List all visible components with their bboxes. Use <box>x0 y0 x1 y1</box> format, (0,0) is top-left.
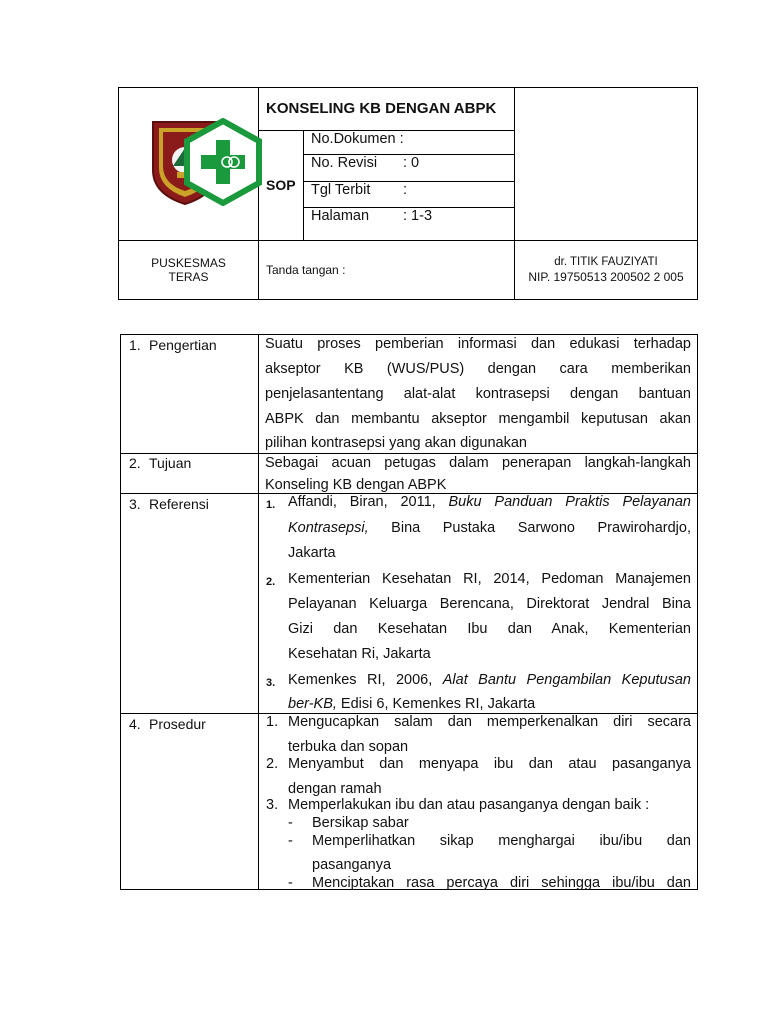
sop-content-table: 1. Pengertian Suatu proses pemberian informasi dan edukasi terhadap akseptor KB (WUS/PUS) dengan cara memberikan penjelasantentang alat-alat kontrasepsi dengan bantuan ABPK dan membantu akseptor mengambil keputusan akan pilihan kontrasepsi yang akan digunakan 2. Tujuan Sebagai acuan petugas dalam penerapan langkah-langkah Konseling KB dengan ABPK 3. Referensi 1. Affandi, Biran, 2011, Buku Panduan Praktis Pelayanan Kontrasepsi, Bina Pustaka Sarwono Prawirohardjo, Jakarta 2. Kementerian Kesehatan RI, 2014, Pedoman Manajemen Pelayanan Keluarga Berencana, Direktorat Jendral Bina Gizi dan Kesehatan Ibu dan Anak, Kementerian Kesehatan Ri, Jakarta 3. Kemenkes RI, 2006, Alat Bantu Pengambilan Keputusan ber-KB, Edisi 6, Kemenkes RI, Jakarta 4. Prosedur 1. Mengucapkan salam dan memperkenalkan diri secara terbuka dan sopan 2. Menyambut dan menyapa ibu dan atau pasanganya dengan ramah 3. Memperlakukan ibu dan atau pasanganya dengan baik : - Bersikap sabar - Memperlihatkan sikap menghargai ibu/ibu dan pasanganya - Menciptakan rasa percaya diri sehingga ibu/ibu dan <box>120 334 698 890</box>
document-title: KONSELING KB DENGAN ABPK <box>266 100 497 117</box>
dash-bullet: - <box>288 875 293 891</box>
official-name: dr. TITIK FAUZIYATI <box>554 256 658 268</box>
meta-value-revisi: : 0 <box>403 155 420 171</box>
reference-item: Kementerian Kesehatan RI, 2014, Pedoman Manajemen <box>288 571 691 587</box>
signature-label: Tanda tangan : <box>266 263 346 277</box>
sop-label: SOP <box>266 177 296 193</box>
procedure-step: Mengucapkan salam dan memperkenalkan diri secara <box>288 714 691 730</box>
reference-number: 1. <box>266 499 276 511</box>
step-number: 3. <box>266 797 279 813</box>
procedure-step: Memperlakukan ibu dan atau pasanganya dengan baik : <box>288 797 650 813</box>
org-name-line2: TERAS <box>168 270 209 284</box>
meta-label-halaman: Halaman <box>311 208 370 224</box>
step-number: 1. <box>266 714 279 730</box>
dash-bullet: - <box>288 833 293 849</box>
reference-number: 2. <box>266 576 276 588</box>
reference-item: Affandi, Biran, 2011, Buku Panduan Praktis Pelayanan <box>288 494 691 510</box>
meta-label-dokumen: No.Dokumen : <box>311 131 404 147</box>
reference-number: 3. <box>266 677 276 689</box>
org-name-line1: PUSKESMAS <box>151 256 226 270</box>
reference-item: Kemenkes RI, 2006, Alat Bantu Pengambilan Keputusan <box>288 672 691 688</box>
procedure-step: Menyambut dan menyapa ibu dan atau pasanganya <box>288 756 691 772</box>
meta-label-revisi: No. Revisi <box>311 155 378 171</box>
sop-header-table <box>118 87 698 300</box>
procedure-substep: Bersikap sabar <box>312 815 409 831</box>
puskesmas-logo-icon <box>183 118 263 206</box>
dash-bullet: - <box>288 815 293 831</box>
step-number: 2. <box>266 756 279 772</box>
meta-value-halaman: : 1-3 <box>403 208 433 224</box>
procedure-substep: Memperlihatkan sikap menghargai ibu/ibu dan <box>312 833 691 849</box>
official-nip: NIP. 19750513 200502 2 005 <box>528 270 684 284</box>
procedure-substep: Menciptakan rasa percaya diri sehingga ibu/ibu dan <box>312 875 691 891</box>
meta-label-terbit: Tgl Terbit <box>311 182 371 198</box>
meta-value-terbit: : <box>403 182 408 198</box>
